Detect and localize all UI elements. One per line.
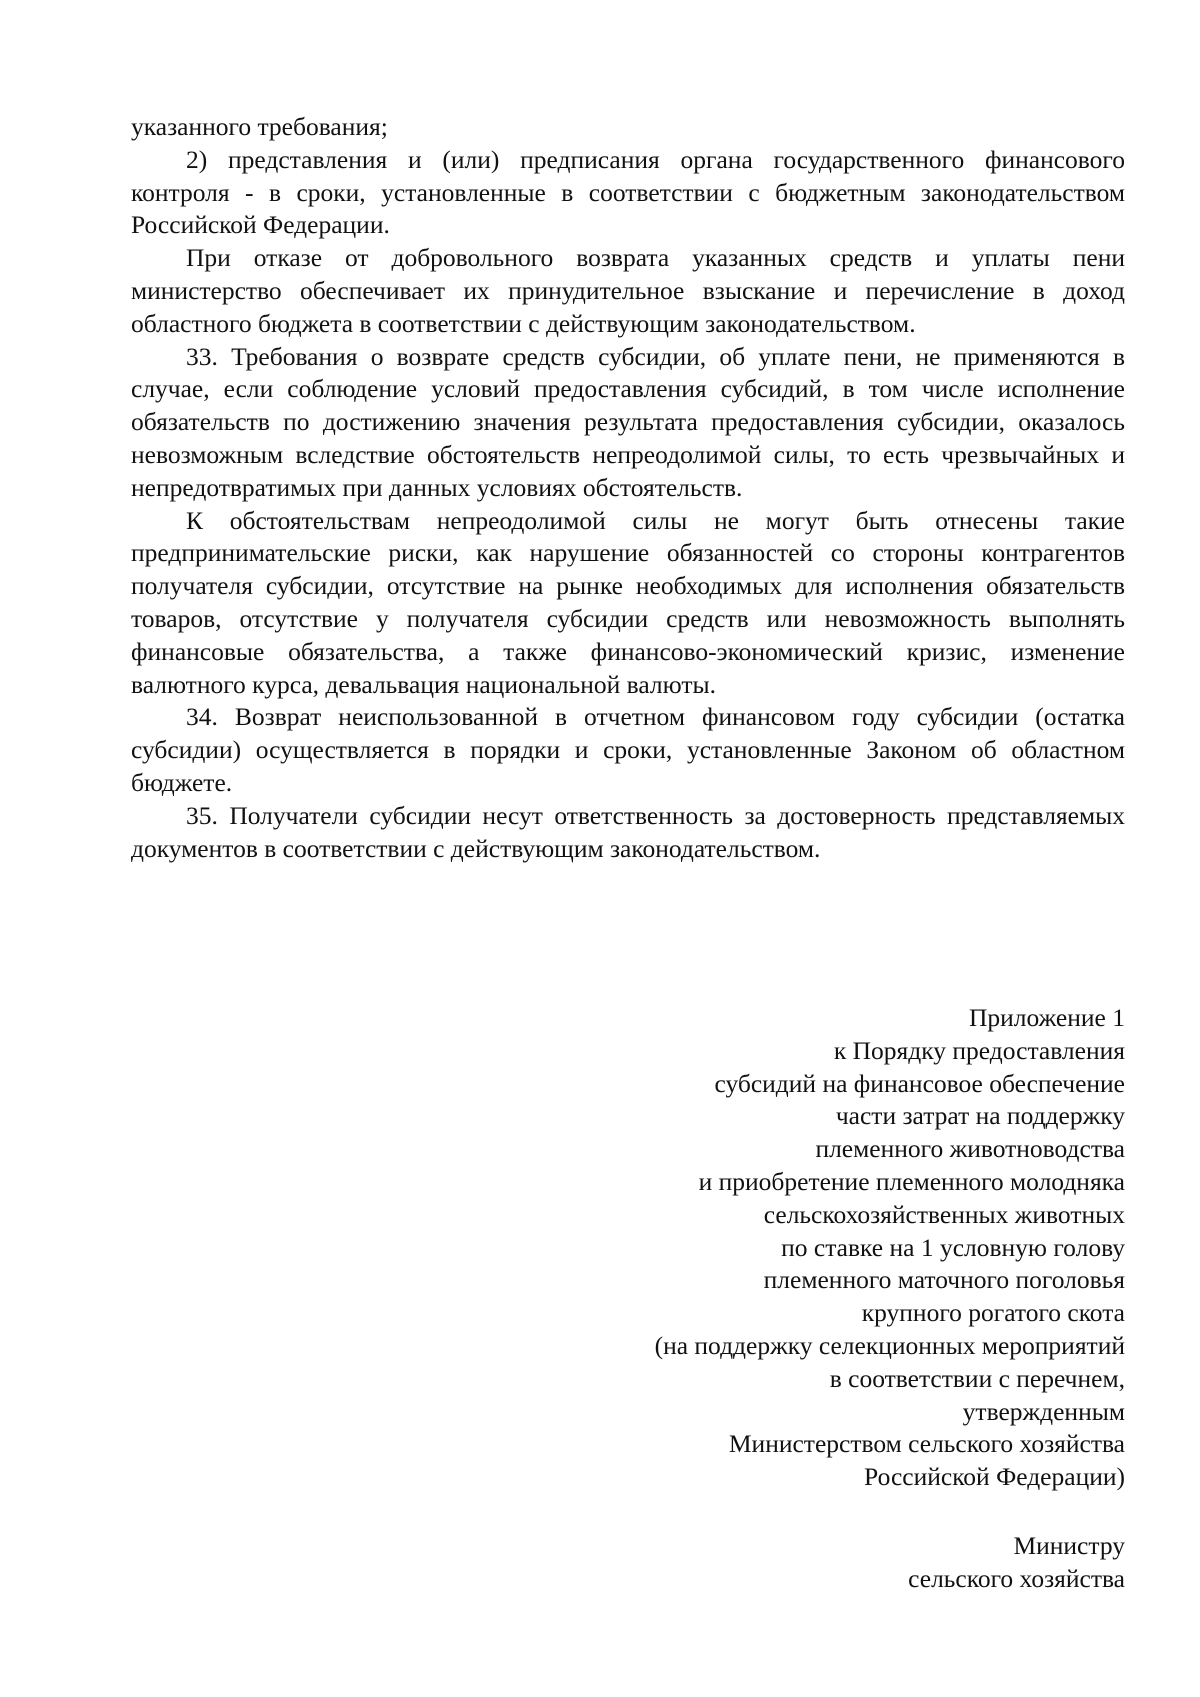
appendix-header: [565, 1002, 1125, 1494]
appendix-line: сельскохозяйственных животных: [763, 1199, 1125, 1229]
paragraph-requirement-tail: указанного требования;: [131, 112, 388, 141]
appendix-line: в соответствии с перечнем,: [829, 1363, 1125, 1393]
addressee-line: сельского хозяйства: [908, 1563, 1125, 1593]
appendix-line: крупного рогатого скота: [861, 1298, 1125, 1328]
paragraph-clause-33: 33. Требования о возврате средств субсидии, об уплате пени, не применяются в случае, если соблюдение условий предоставления субсидий, в том числе исполнение обязательств по достижению значения результата предоставления субсидии, оказалось невозможным вследствие обстоятельств непреодолимой силы, то есть чрезвычайных и непредотвратимых при данных условиях обстоятельств.: [131, 341, 1125, 502]
addressee-block: [705, 1530, 1125, 1596]
appendix-line: Приложение 1: [969, 1003, 1125, 1032]
document-body: [131, 111, 1125, 865]
appendix-line: племенного животноводства: [815, 1134, 1125, 1164]
appendix-line: субсидий на финансовое обеспечение: [714, 1068, 1125, 1098]
appendix-line: Российской Федерации): [864, 1462, 1125, 1492]
appendix-line: племенного маточного поголовья: [763, 1265, 1125, 1295]
paragraph-item-2-control: 2) представления и (или) предписания органа государственного финансового контроля - в сроки, установленные в соответствии с бюджетным законодательством Российской Федерации.: [131, 144, 1125, 240]
paragraph-clause-35: 35. Получатели субсидии несут ответственность за достоверность представляемых документов в соответствии с действующим законодательством.: [131, 800, 1125, 863]
appendix-line: по ставке на 1 условную голову: [781, 1232, 1125, 1262]
appendix-line: утвержденным: [962, 1396, 1125, 1426]
paragraph-force-majeure-exclusions: К обстоятельствам непреодолимой силы не могут быть отнесены такие предпринимательские риски, как нарушение обязанностей со стороны контрагентов получателя субсидии, отсутствие на рынке необходимых для исполнения обязательств товаров, отсутствие у получателя субсидии средств или невозможность выполнять финансовые обязательства, а также финансово-экономический кризис, изменение валютного курса, девальвация национальной валюты.: [131, 505, 1125, 699]
appendix-line: (на поддержку селекционных мероприятий: [654, 1330, 1125, 1360]
appendix-line: и приобретение племенного молодняка: [698, 1166, 1125, 1196]
appendix-line: Министерством сельского хозяйства: [728, 1429, 1125, 1459]
paragraph-forced-recovery: При отказе от добровольного возврата указанных средств и уплаты пени министерство обеспечивает их принудительное взыскание и перечисление в доход областного бюджета в соответствии с действующим законодательством.: [131, 243, 1125, 338]
addressee-line: Министру: [1013, 1531, 1125, 1560]
paragraph-clause-34: 34. Возврат неиспользованной в отчетном финансовом году субсидии (остатка субсидии) осуществляется в порядки и сроки, установленные Законом об областном бюджете.: [131, 702, 1125, 797]
appendix-line: части затрат на поддержку: [835, 1101, 1125, 1131]
appendix-line: к Порядку предоставления: [833, 1035, 1125, 1065]
